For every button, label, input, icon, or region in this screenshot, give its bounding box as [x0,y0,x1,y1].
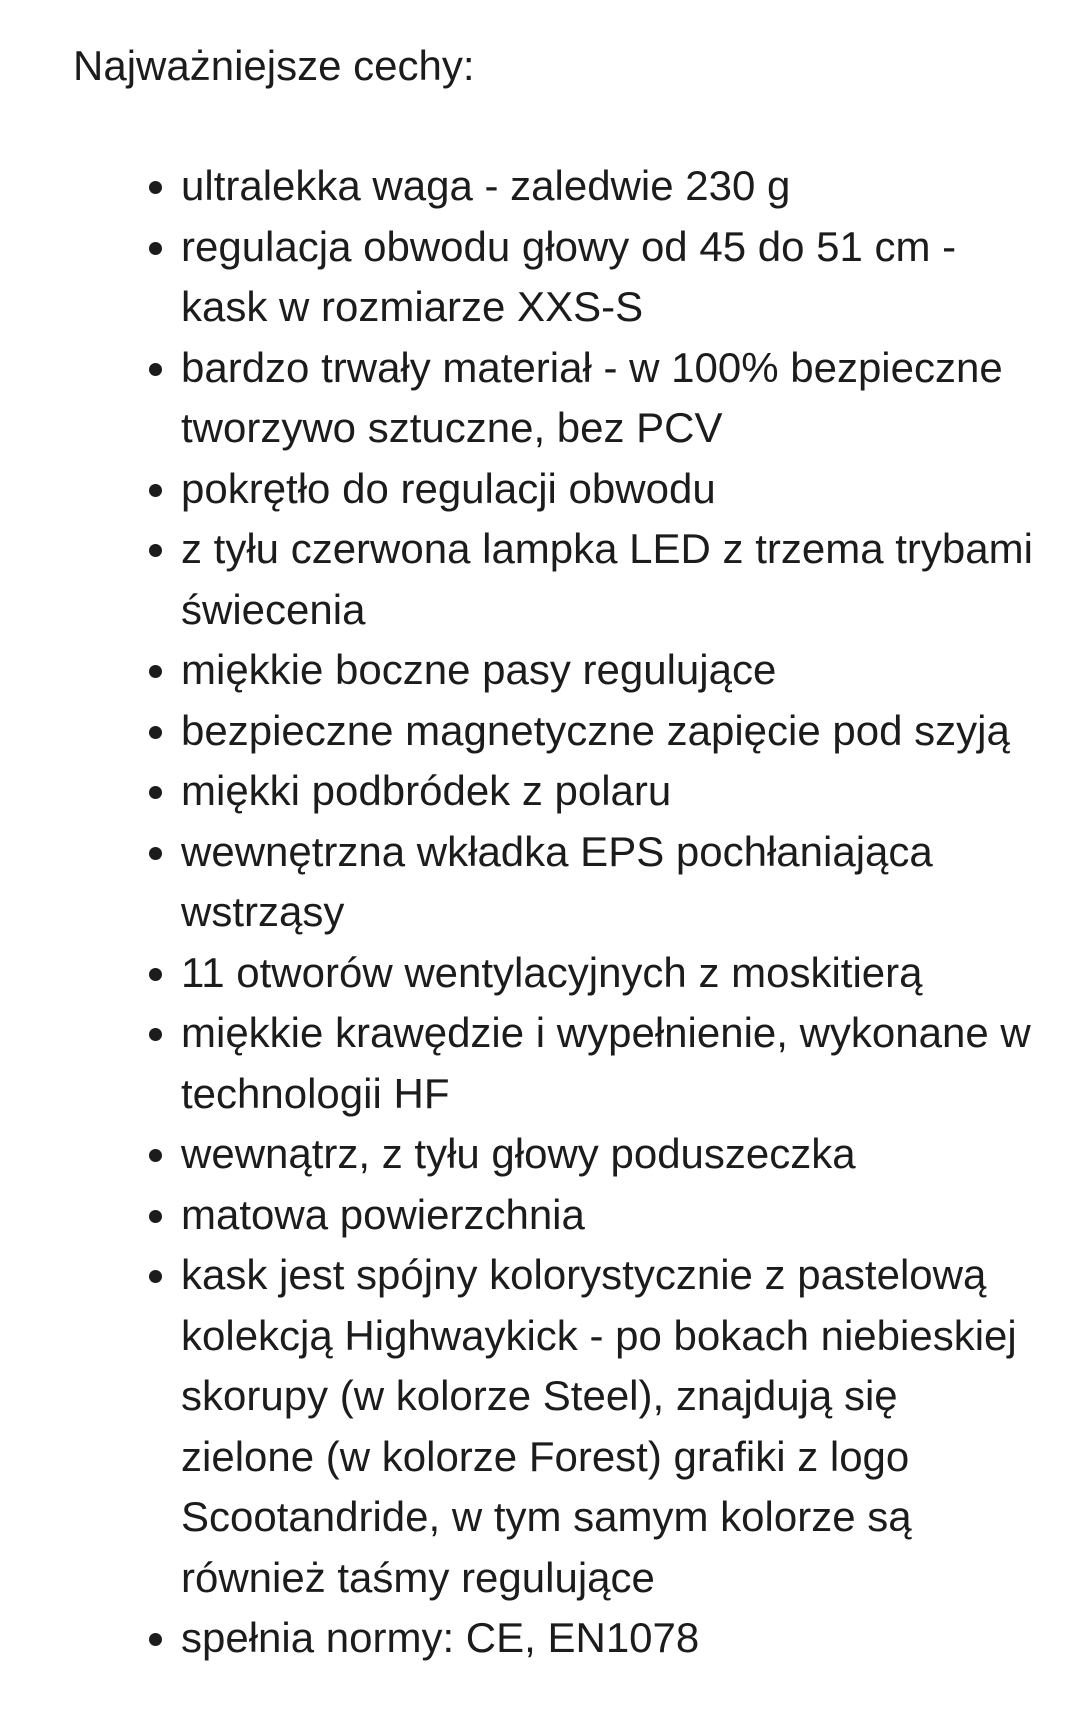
list-item-text: spełnia normy: CE, EN1078 [181,1614,700,1661]
list-item-text: miękkie krawędzie i wypełnienie, wykonane w technologii HF [181,1009,1031,1117]
bullet-icon [149,1210,162,1223]
bullet-icon [149,968,162,981]
bullet-icon [149,665,162,678]
list-item-text: kask jest spójny kolorystycznie z pastelową kolekcją Highwaykick - po bokach niebieskiej skorupy (w kolorze Steel), znajdują się zielone (w kolorze Forest) grafiki z logo Scootandride, w tym samym kolorze są również taśmy regulujące [181,1251,1017,1601]
bullet-icon [149,726,162,739]
list-item-text: pokrętło do regulacji obwodu [181,464,716,512]
list-item-text: z tyłu czerwona lampka LED z trzema trybami świecenia [181,525,1033,633]
feature-list [73,156,1040,1669]
list-item-text: ultralekka waga - zaledwie 230 g [181,162,791,209]
list-item [73,338,1040,459]
list-item [73,1185,1040,1246]
bullet-icon [149,1028,162,1041]
bullet-icon [149,1149,162,1162]
list-item-text: miękki podbródek z polaru [181,767,672,814]
list-item [73,1608,1040,1669]
list-item-text: wewnątrz, z tyłu głowy poduszeczka [181,1130,856,1177]
list-item-text: regulacja obwodu głowy od 45 do 51 cm - kask w rozmiarze XXS-S [181,222,957,330]
bullet-icon [149,363,162,376]
bullet-icon [149,242,162,255]
bullet-icon [149,786,162,799]
list-item [73,156,1040,217]
list-item [73,640,1040,701]
list-item-text: bardzo trwały materiał - w 100% bezpieczne tworzywo sztuczne, bez PCV [181,343,1003,451]
list-item [73,701,1040,762]
list-item [73,822,1040,943]
bullet-icon [149,181,162,194]
bullet-icon [149,847,162,860]
list-item [73,943,1040,1004]
bullet-icon [149,544,162,557]
list-item [73,1124,1040,1185]
list-item-text: bezpieczne magnetyczne zapięcie pod szyją [181,706,1010,754]
bullet-icon [149,484,162,497]
list-item-text: 11 otworów wentylacyjnych z moskitierą [181,948,923,996]
list-item [73,217,1040,338]
section-heading: Najważniejsze cechy: [73,42,475,89]
list-item-text: matowa powierzchnia [181,1190,585,1238]
list-item-text: miękkie boczne pasy regulujące [181,646,777,693]
list-item [73,519,1040,640]
list-item [73,459,1040,520]
list-item [73,1003,1040,1124]
list-item [73,1245,1040,1608]
list-item-text: wewnętrzna wkładka EPS pochłaniająca wstrząsy [181,827,933,935]
list-item [73,761,1040,822]
bullet-icon [149,1633,162,1646]
document-body [73,40,1040,1669]
bullet-icon [149,1270,162,1283]
